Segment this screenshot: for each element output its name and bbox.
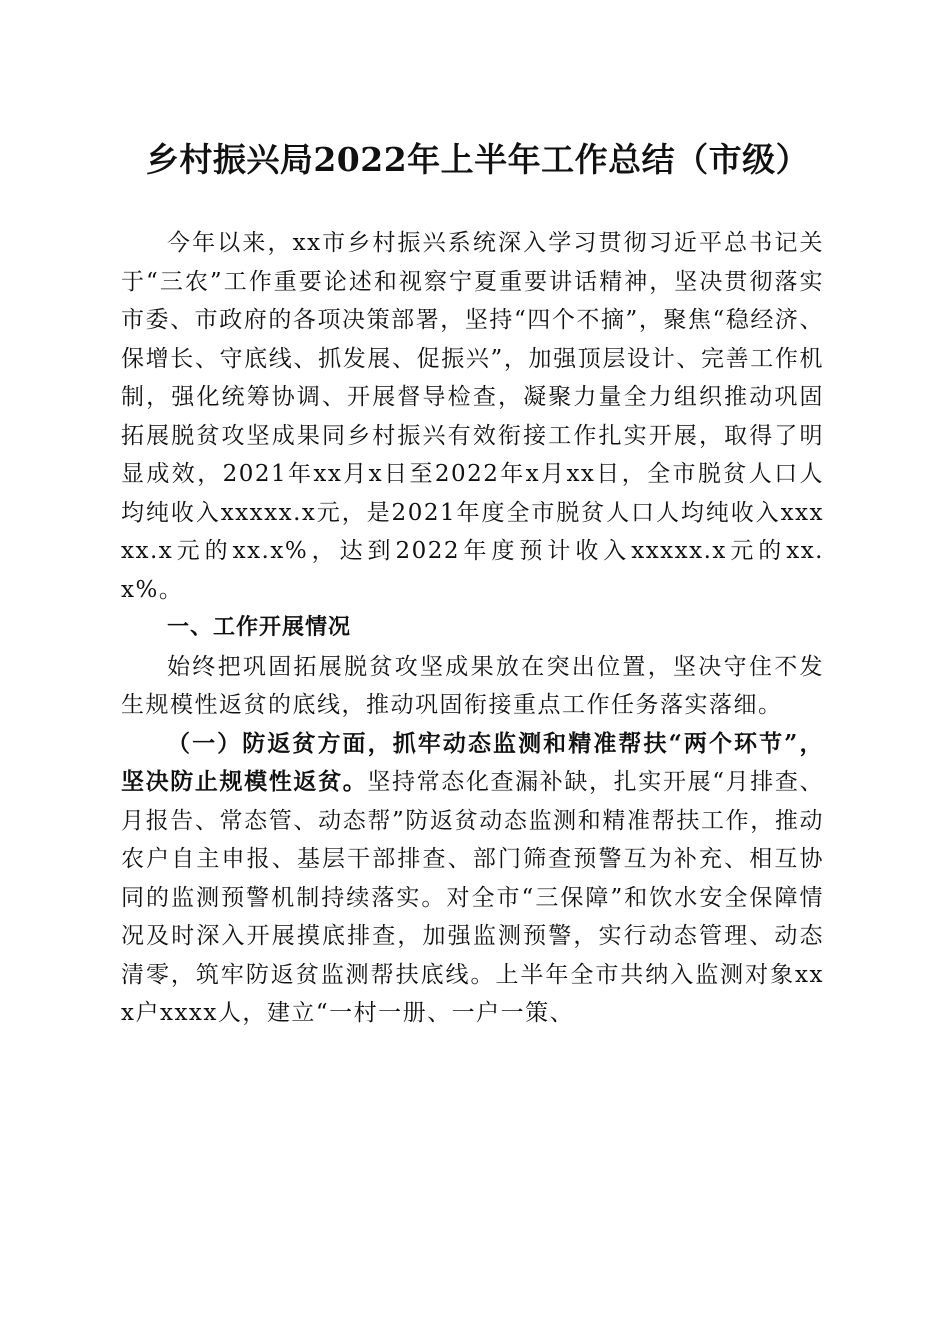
intro-paragraph: 今年以来，xx市乡村振兴系统深入学习贯彻习近平总书记关于“三农”工作重要论述和视察宁夏重要讲话精神，坚决贯彻落实市委、市政府的各项决策部署，坚持“四个不摘”，聚焦“稳经济、保增长、守底线、抓发展、促振兴”，加强顶层设计、完善工作机制，强化统筹协调、开展督导检查，凝聚力量全力组织推动巩固拓展脱贫攻坚成果同乡村振兴有效衔接工作扎实开展，取得了明显成效，2021年xx月x日至2022年x月xx日，全市脱贫人口人均纯收入xxxxx.x元，是2021年度全市脱贫人口人均纯收入xxxxx.x元的xx.x%，达到2022年度预计收入xxxxx.x元的xx.x%。 bbox=[121, 230, 824, 603]
subsection-paragraph bbox=[121, 725, 824, 1033]
subsection-lead: （一）防返贫方面，抓牢动态监测和精准帮扶“两个环节”，坚决防止规模性返贫。 bbox=[121, 729, 824, 795]
section-heading-work-progress: 一、工作开展情况 bbox=[167, 615, 352, 640]
section-paragraph: 始终把巩固拓展脱贫攻坚成果放在突出位置，坚决守住不发生规模性返贫的底线，推动巩固衔接重点工作任务落实落细。 bbox=[121, 653, 824, 718]
document-body bbox=[121, 224, 824, 1033]
document-title: 乡村振兴局2022年上半年工作总结（市级） bbox=[145, 140, 810, 179]
subsection-text: 坚持常态化查漏补缺，扎实开展“月排查、月报告、常态管、动态帮”防返贫动态监测和精准帮扶工作，推动农户自主申报、基层干部排查、部门筛查预警互为补充、相互协同的监测预警机制持续落实。对全市“三保障”和饮水安全保障情况及时深入开展摸底排查，加强监测预警，实行动态管理、动态清零，筑牢防返贫监测帮扶底线。上半年全市共纳入监测对象xxx户xxxx人，建立“一村一册、一户一策、 bbox=[121, 769, 825, 1026]
